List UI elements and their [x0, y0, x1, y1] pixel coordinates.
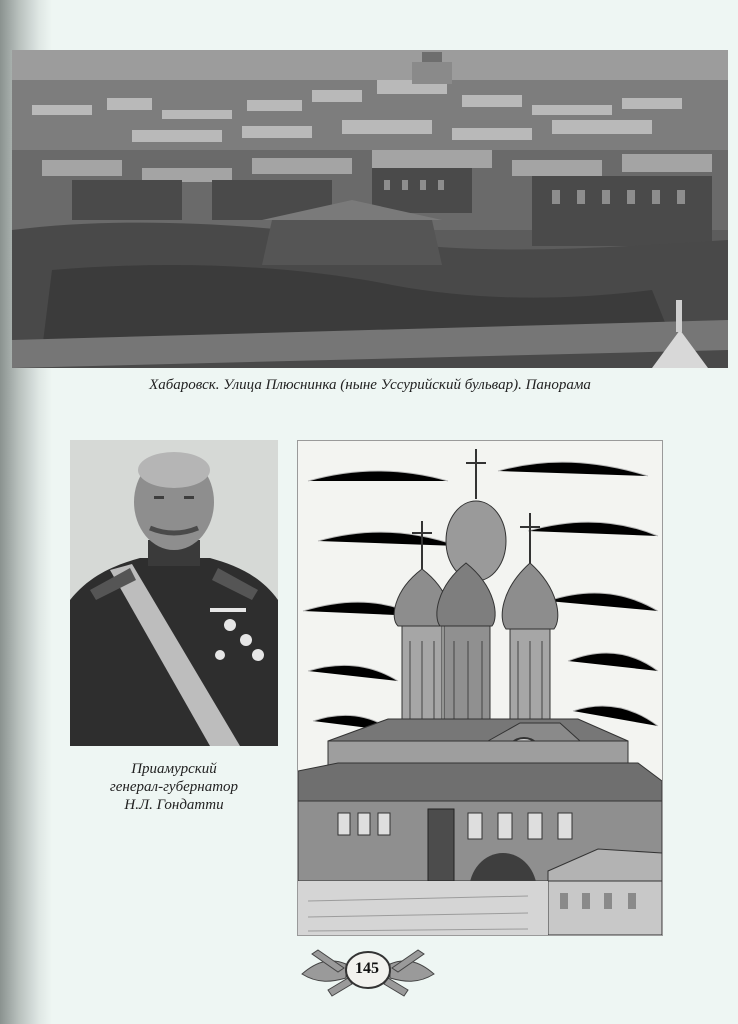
portrait-photo — [70, 440, 278, 746]
panorama-photo — [12, 50, 728, 368]
portrait-caption-line2: генерал-губернатор — [109, 779, 239, 795]
portrait-caption-line3: Н.Л. Гондатти — [124, 797, 224, 813]
church-drawing — [297, 440, 663, 936]
portrait-caption — [70, 760, 278, 814]
panorama-caption: Хабаровск. Улица Плюснинка (ныне Уссурийский бульвар). Панорама — [149, 377, 591, 393]
portrait-caption-line1: Приамурский — [131, 761, 217, 777]
page-number: 145 — [355, 960, 379, 977]
